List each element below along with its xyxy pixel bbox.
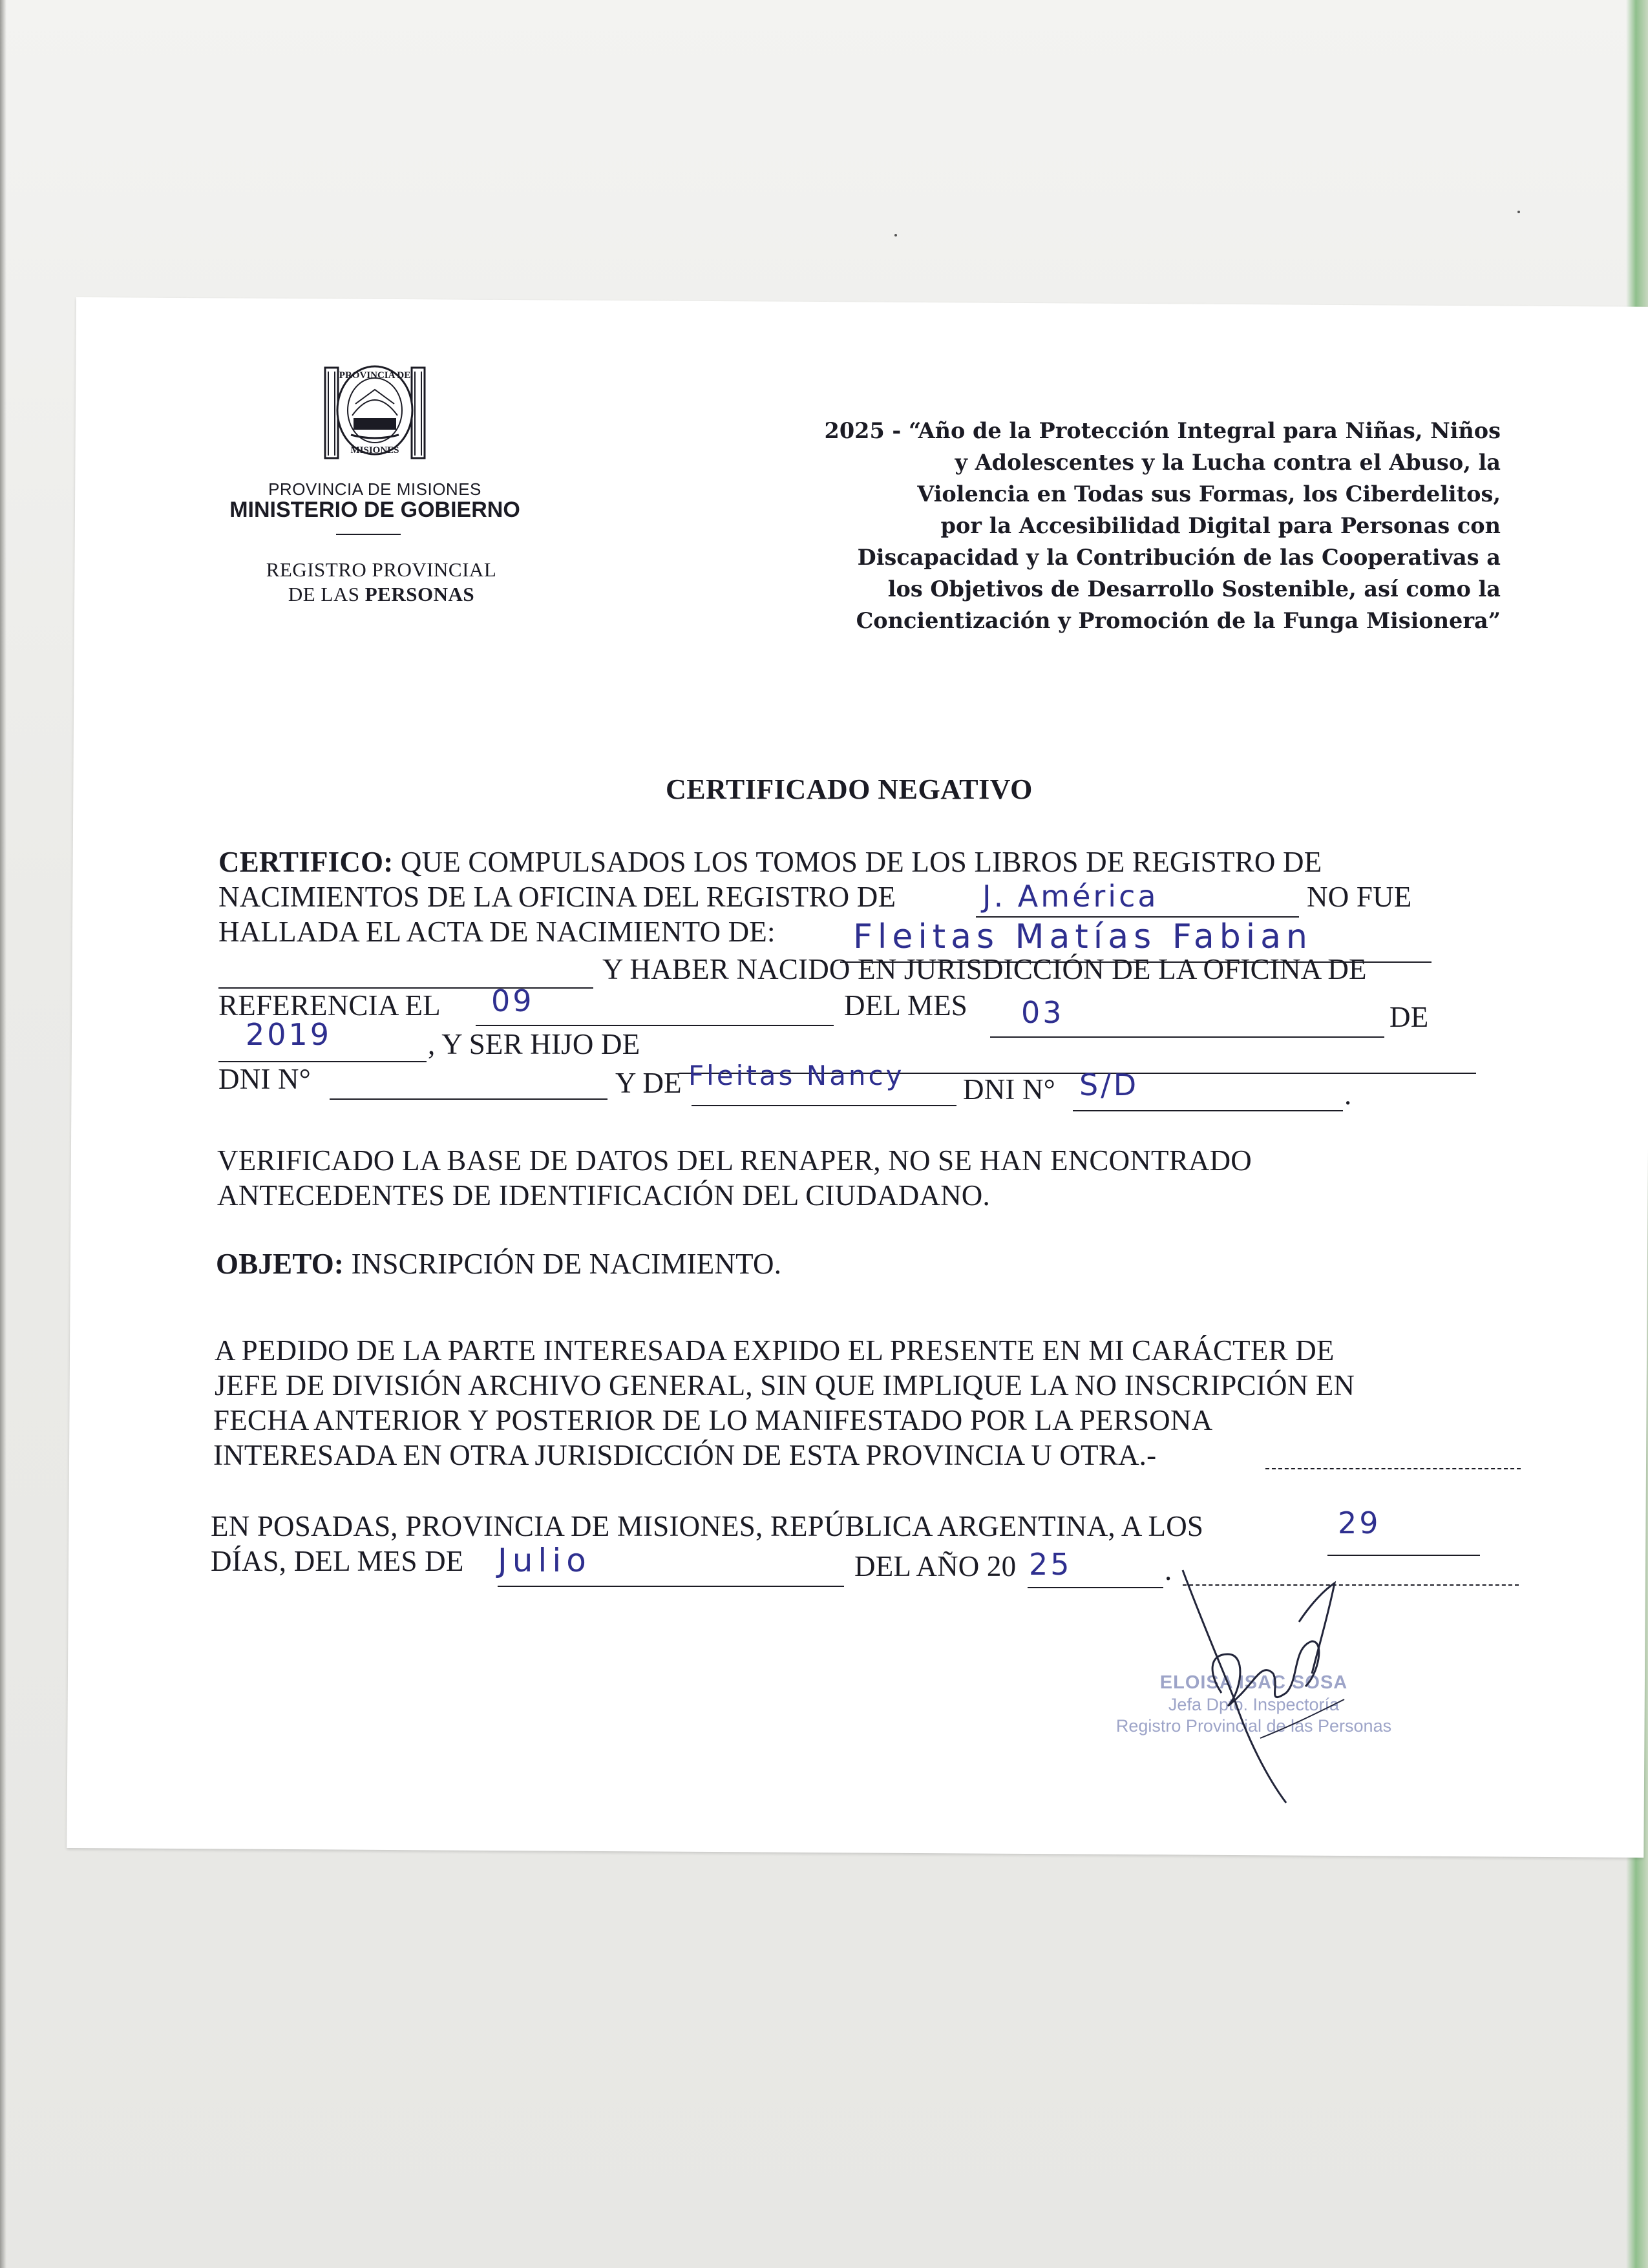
motto-line: Concientización y Promoción de la Funga Misionera” xyxy=(856,608,1501,633)
scan-speck xyxy=(894,234,897,236)
misiones-crest-logo xyxy=(320,359,430,468)
motto-line: y Adolescentes y la Lucha contra el Abuso, la xyxy=(955,450,1501,475)
registry-label-prefix: DE LAS xyxy=(288,583,365,605)
certifico-line-7: DNI N° xyxy=(218,1063,311,1095)
dash-fill xyxy=(1265,1468,1521,1469)
handwritten-month: 03 xyxy=(1021,995,1064,1030)
mother-label: Y DE xyxy=(615,1067,682,1099)
document-title: CERTIFICADO NEGATIVO xyxy=(666,773,1033,805)
handwritten-issue-year: 25 xyxy=(1029,1547,1072,1582)
month-blank xyxy=(990,1036,1384,1038)
handwritten-issue-month: Julio xyxy=(498,1542,591,1579)
request-line-2: JEFE DE DIVISIÓN ARCHIVO GENERAL, SIN QUE IMPLIQUE LA NO INSCRIPCIÓN EN xyxy=(215,1369,1355,1402)
issue-year-label: DEL AÑO 20 xyxy=(854,1550,1017,1582)
handwritten-issue-day: 29 xyxy=(1338,1506,1381,1540)
closing-period: . xyxy=(1165,1554,1172,1586)
request-line-1: A PEDIDO DE LA PARTE INTERESADA EXPIDO EL PRESENTE EN MI CARÁCTER DE xyxy=(215,1334,1335,1367)
crest-text-top: PROVINCIA DE xyxy=(339,370,411,381)
ministry-label: MINISTERIO DE GOBIERNO xyxy=(229,498,520,522)
certifico-lead: CERTIFICO: xyxy=(218,846,394,878)
motto-line: Violencia en Todas sus Formas, los Ciberdelitos, xyxy=(917,481,1501,507)
certifico-line-3: HALLADA EL ACTA DE NACIMIENTO DE: xyxy=(218,916,776,948)
certifico-text: QUE COMPULSADOS LOS TOMOS DE LOS LIBROS DE REGISTRO DE xyxy=(393,846,1322,878)
stamp-office: Registro Provincial de las Personas xyxy=(1115,1716,1392,1736)
closing-line-1: EN POSADAS, PROVINCIA DE MISIONES, REPÚBLICA ARGENTINA, A LOS xyxy=(211,1510,1204,1542)
certifico-line-2: NACIMIENTOS DE LA OFICINA DEL REGISTRO DE xyxy=(218,881,896,913)
certifico-line-5: REFERENCIA EL xyxy=(218,989,441,1022)
handwritten-year: 2019 xyxy=(246,1017,332,1052)
handwritten-mother-dni: S/D xyxy=(1079,1067,1139,1102)
verification-line-2: ANTECEDENTES DE IDENTIFICACIÓN DEL CIUDADANO. xyxy=(217,1179,990,1212)
mother-dni-label: DNI N° xyxy=(963,1073,1055,1106)
motto-line: 2025 - “Año de la Protección Integral para Niñas, Niños xyxy=(824,418,1501,443)
crest-text-bottom: MISIONES xyxy=(350,445,399,456)
scanner-edge-left xyxy=(0,0,6,2268)
registry-label-line1: REGISTRO PROVINCIAL xyxy=(266,558,497,581)
year-motto xyxy=(646,415,1501,636)
scan-speck xyxy=(1517,211,1520,213)
stamp-name: ELOISA ISAC SOSA xyxy=(1159,1672,1348,1693)
father-dni-blank xyxy=(330,1098,607,1100)
certifico-line-1 xyxy=(218,845,1322,879)
registry-label-line2 xyxy=(213,583,549,606)
certifico-line-4: Y HABER NACIDO EN JURISDICCIÓN DE LA OFICINA DE xyxy=(602,953,1367,985)
objeto-line xyxy=(216,1247,781,1281)
motto-line: por la Accesibilidad Digital para Personas con xyxy=(940,513,1501,538)
certifico-line-6: , Y SER HIJO DE xyxy=(428,1028,640,1060)
issue-year-blank xyxy=(1028,1587,1163,1588)
no-fue-label: NO FUE xyxy=(1307,881,1412,913)
request-line-4: INTERESADA EN OTRA JURISDICCIÓN DE ESTA PROVINCIA U OTRA.- xyxy=(213,1439,1157,1471)
stamp-role: Jefa Dpto. Inspectoría xyxy=(1168,1695,1340,1714)
province-label: PROVINCIA DE MISIONES xyxy=(268,479,481,499)
month-label: DEL MES xyxy=(844,989,967,1022)
handwritten-mother: Fleitas Nancy xyxy=(688,1060,905,1091)
handwritten-day: 09 xyxy=(491,983,534,1018)
handwritten-name: Fleitas Matías Fabian xyxy=(853,918,1313,956)
period: . xyxy=(1344,1078,1352,1111)
objeto-lead: OBJETO: xyxy=(216,1248,344,1280)
objeto-text: INSCRIPCIÓN DE NACIMIENTO. xyxy=(344,1248,782,1280)
mother-dni-blank xyxy=(1073,1110,1343,1111)
handwritten-signature xyxy=(1163,1544,1383,1816)
day-blank xyxy=(476,1025,834,1026)
motto-line: Discapacidad y la Contribución de las Cooperativas a xyxy=(857,545,1501,570)
handwritten-office: J. América xyxy=(982,879,1159,914)
mother-blank xyxy=(692,1105,956,1106)
issue-month-blank xyxy=(498,1586,844,1587)
header-divider xyxy=(336,534,401,535)
request-line-3: FECHA ANTERIOR Y POSTERIOR DE LO MANIFESTADO POR LA PERSONA xyxy=(213,1404,1213,1436)
de-label: DE xyxy=(1389,1001,1429,1033)
motto-line: los Objetivos de Desarrollo Sostenible, así como la xyxy=(887,576,1501,602)
verification-line-1: VERIFICADO LA BASE DE DATOS DEL RENAPER, NO SE HAN ENCONTRADO xyxy=(217,1144,1252,1177)
closing-line-2: DÍAS, DEL MES DE xyxy=(211,1545,464,1577)
registry-label-bold: PERSONAS xyxy=(364,583,475,605)
